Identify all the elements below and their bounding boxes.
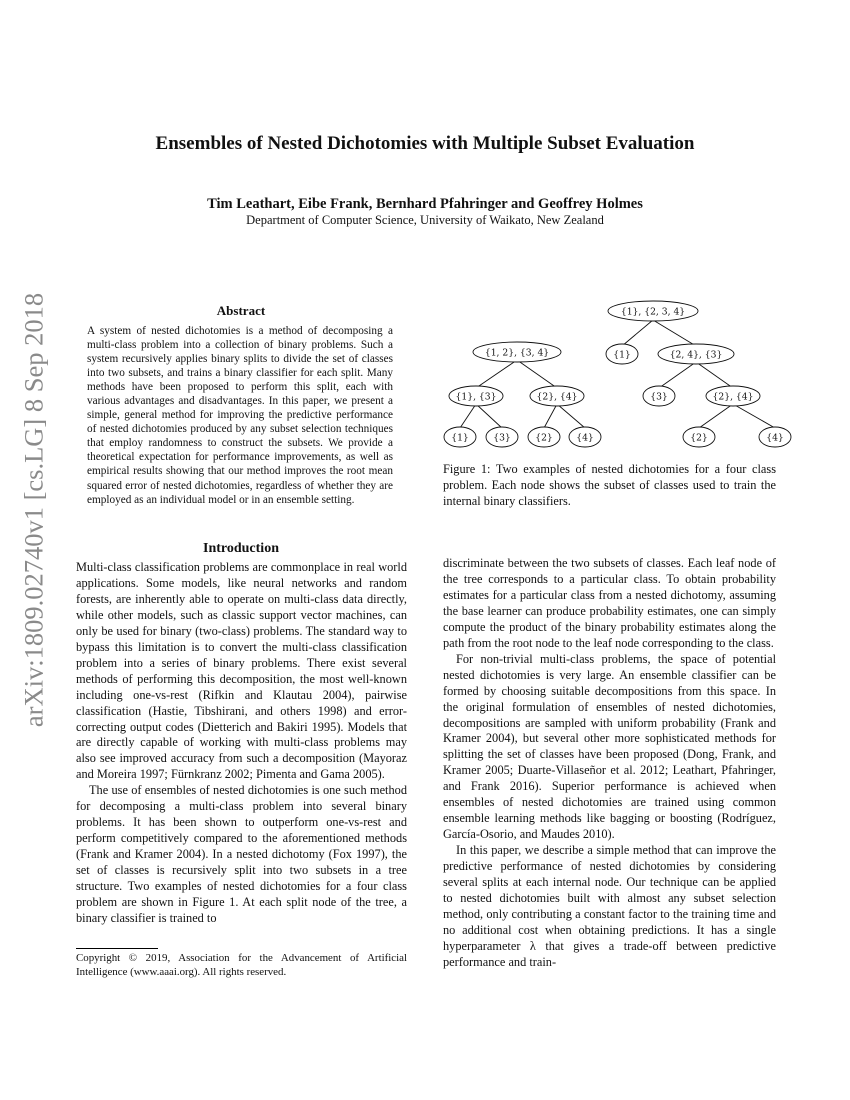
edge [460,404,476,428]
intro-continued-paragraph-1: discriminate between the two subsets of classes. Each leaf node of the tree corresponds to a particular class. To obtain probability estimates for a particular class from a nested dichotomy, assuming the base learner can produce probability estimates, one can simply compute the product of the binary probability estimates along the path from the root node to the leaf node corresponding to the class. [443,556,776,650]
node-label: {1}, {2, 3, 4} [620,306,686,318]
edge [696,362,733,388]
tree-diagram [440,292,784,452]
edge [517,360,557,388]
node-label: {2, 4}, {3} [669,349,723,361]
node-label: {2}, {4} [712,391,754,403]
figure-1-caption: Figure 1: Two examples of nested dichotomies for a four class problem. Each node shows the subset of classes used to train the internal binary classifiers. [443,462,776,508]
intro-continued-paragraph-3: In this paper, we describe a simple method that can improve the predictive performance of nested dichotomies by considering several splits at each internal node. Our technique can be applied to nested dichotomies built with almost any subset selection method, only contributing a constant factor to the training time and no additional cost when obtaining predictions. It has a single hyperparameter λ that gives a trade-off between predictive performance and train- [443,843,776,969]
arxiv-sidebar [8,292,60,728]
intro-continued-paragraph-2: For non-trivial multi-class problems, the space of potential nested dichotomies is very large. An ensemble classifier can be formed by choosing suitable decompositions from this space. In the original formulation of ensembles of nested dichotomies, decompositions are sampled with uniform probability (Frank and Kramer 2004), but several other more sophisticated methods for splitting the set of classes have been proposed (Dong, Frank, and Kramer 2005; Duarte-Villaseñor et al. 2012; Leathart, Pfahringer, and Frank 2016). Superior performance is achieved when ensembles of nested dichotomies are trained using common ensemble learning methods like bagging or boosting (Rodríguez, García-Osorio, and Maudes 2010). [443,651,776,842]
introduction-heading: Introduction [203,541,279,556]
edge [733,404,775,428]
affiliation: Department of Computer Science, University of Waikato, New Zealand [246,213,604,227]
edge [699,404,733,428]
edge [557,404,585,428]
node-label: {4} [576,432,594,444]
left-column-text [76,560,407,927]
right-column-text [443,556,776,971]
edge [544,404,557,428]
figure-1-nested-dichotomy-trees [440,292,784,452]
node-label: {2} [535,432,553,444]
node-label: {4} [766,432,784,444]
edge [659,362,696,388]
edge [476,360,517,388]
author-list: Tim Leathart, Eibe Frank, Bernhard Pfahringer and Geoffrey Holmes [207,196,643,212]
footnote-rule [76,948,158,949]
node-label: {1}, {3} [455,391,497,403]
paper-title: Ensembles of Nested Dichotomies with Multiple Subset Evaluation [155,133,695,154]
intro-paragraph-2: The use of ensembles of nested dichotomies is one such method for decomposing a multi-class problem into several binary problems. It has been shown to outperform one-vs-rest and perform competitively compared to the aforementioned methods (Frank and Kramer 2004). In a nested dichotomy (Fox 1997), the set of classes is recursively split into two subsets in a tree structure. Two examples of nested dichotomies for a four class problem are shown in Figure 1. At each split node of the tree, a binary classifier is trained to [76,783,407,925]
node-label: {3} [493,432,511,444]
abstract-body: A system of nested dichotomies is a method of decomposing a multi-class problem into a collection of binary problems. Such a system recursively applies binary splits to divide the set of classes into two subsets, and trains a binary classifier for each split. Many methods have been proposed to perform this split, each with various advantages and disadvantages. In this paper, we present a simple, general method for improving the predictive performance of nested dichotomies produced by any subset selection techniques that employ randomness to construct the subsets. We provide a theoretical expectation for performance improvements, as well as empirical results showing that our method improves the root mean squared error of nested dichotomies, regardless of whether they are employed as an individual model or in an ensemble setting. [87,325,393,506]
node-label: {2} [690,432,708,444]
node-label: {2}, {4} [536,391,578,403]
edge [476,404,502,428]
arxiv-identifier: arXiv:1809.02740v1 [cs.LG] 8 Sep 2018 [18,292,49,728]
intro-paragraph-1: Multi-class classification problems are commonplace in real world applications. Some models, like neural networks and random forests, are inherently able to operate on multi-class data directly, while other models, such as classic support vector machines, can only be used for binary (two-class) problems. The standard way to bypass this limitation is to convert the multi-class classification problem into a series of binary problems. There exist several methods of performing this decomposition, the most well-known including one-vs-rest (Rifkin and Klautau 2004), pairwise classification (Hastie, Tibshirani, and others 1998) and error-correcting output codes (Dietterich and Bakiri 1995). Models that are directly capable of working with multi-class problems may also see improved accuracy from such a decomposition (Mayoraz and Moreira 1997; Fürnkranz 2002; Pimenta and Gama 2005). [76,560,407,782]
copyright-footnote: Copyright © 2019, Association for the Advancement of Artificial Intelligence (www.aaai.org). All rights reserved. [76,952,407,978]
node-label: {3} [650,391,668,403]
node-label: {1} [451,432,469,444]
edge [622,320,653,346]
node-label: {1} [613,349,631,361]
edge [653,320,696,346]
node-label: {1, 2}, {3, 4} [484,347,550,359]
abstract-heading: Abstract [216,303,266,318]
